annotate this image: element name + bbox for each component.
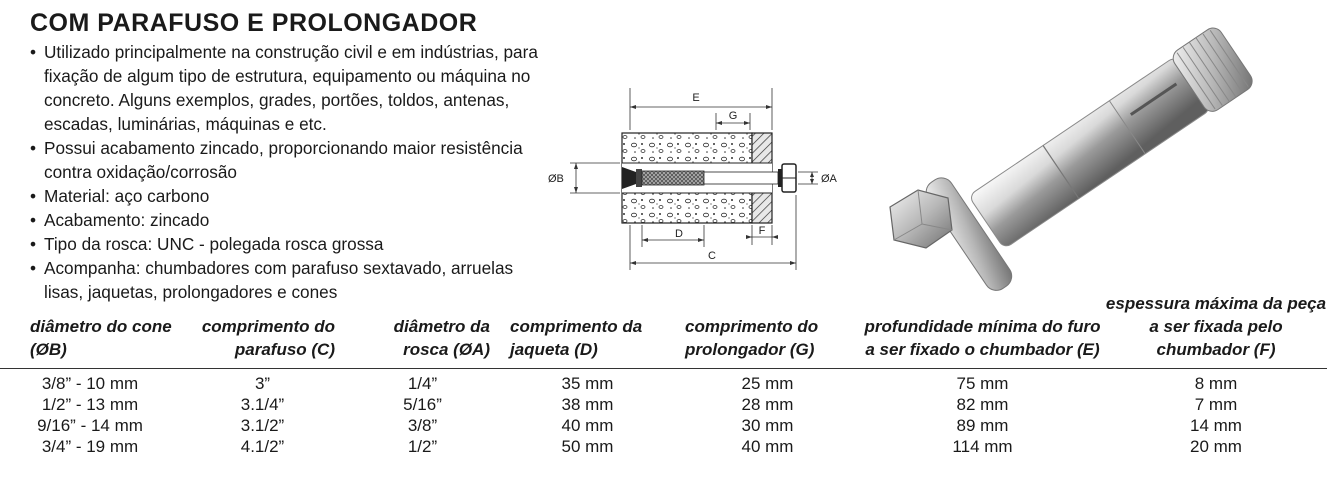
dimension-label-b: ØB (548, 173, 564, 185)
table-cell: 50 mm (561, 437, 614, 456)
table-row (0, 369, 1327, 395)
table-cell: 4.1/2” (240, 437, 285, 456)
table-cell: 1/2” - 13 mm (41, 395, 139, 414)
table-cell: 9/16” - 14 mm (37, 416, 143, 435)
dimension-label-f: F (758, 225, 766, 237)
table-cell: 89 mm (956, 416, 1009, 435)
table-cell: 40 mm (741, 437, 794, 456)
anchor-dimension-diagram (540, 85, 850, 275)
dimension-label-g: G (728, 110, 738, 122)
dimension-label-c: C (708, 250, 716, 262)
table-row (0, 436, 1327, 457)
feature-item: • Material: aço carbono (30, 184, 550, 208)
table-cell: 1/4” (407, 374, 438, 393)
table-cell: 7 mm (1194, 395, 1238, 414)
table-cell: 35 mm (561, 374, 614, 393)
dimension-label-a: ØA (821, 173, 837, 185)
table-cell: 75 mm (956, 374, 1009, 393)
sleeve-shape (642, 171, 704, 185)
table-cell: 114 mm (952, 437, 1013, 456)
table-cell: 40 mm (561, 416, 614, 435)
table-cell: 38 mm (561, 395, 614, 414)
table-cell: 28 mm (741, 395, 794, 414)
table-cell: 8 mm (1194, 374, 1238, 393)
feature-item: • Acompanha: chumbadores com parafuso sextavado, arruelas lisas, jaquetas, prolongadores e cones (30, 256, 550, 304)
table-row (0, 394, 1327, 415)
table-cell: 14 mm (1190, 416, 1242, 435)
column-header: comprimento do parafuso (C) (180, 292, 345, 369)
table-cell: 3/4” - 19 mm (41, 437, 139, 456)
column-header: diâmetro da rosca (ØA) (345, 292, 500, 369)
feature-item: • Tipo da rosca: UNC - polegada rosca grossa (30, 232, 550, 256)
table-cell: 5/16” (403, 395, 442, 414)
feature-list (30, 40, 550, 304)
anchor-bolt-photo (868, 2, 1318, 294)
table-row (0, 415, 1327, 436)
dimension-label-d: D (675, 228, 683, 240)
column-header: diâmetro do cone (ØB) (0, 292, 180, 369)
product-title: COM PARAFUSO E PROLONGADOR (30, 9, 478, 37)
table-cell: 25 mm (741, 374, 794, 393)
table-cell: 3/8” (407, 416, 438, 435)
table-cell: 20 mm (1190, 437, 1242, 456)
table-cell: 3.1/2” (240, 416, 285, 435)
table-cell: 3/8” - 10 mm (41, 374, 139, 393)
bolt-shank (704, 172, 778, 184)
column-header: comprimento do prolongador (G) (675, 292, 860, 369)
column-header: profundidade mínima do furo a ser fixado o chumbador (E) (860, 292, 1105, 369)
feature-item: • Acabamento: zincado (30, 208, 550, 232)
table-cell: 1/2” (407, 437, 438, 456)
table-cell: 3” (254, 374, 271, 393)
dimension-label-e: E (692, 92, 700, 104)
column-header: comprimento da jaqueta (D) (500, 292, 675, 369)
table-cell: 3.1/4” (240, 395, 285, 414)
feature-item: • Utilizado principalmente na construção civil e em indústrias, para fixação de algum tipo de estrutura, equipamento ou máquina no concreto. Alguns exemplos, grades, portões, toldos, antenas, escadas, luminárias, máquinas e etc. (30, 40, 550, 136)
table-header-row (0, 292, 1327, 369)
column-header: espessura máxima da peça a ser fixada pelo chumbador (F) (1105, 292, 1327, 369)
specifications-table (0, 292, 1327, 457)
table-cell: 82 mm (956, 395, 1009, 414)
feature-item: • Possui acabamento zincado, proporcionando maior resistência contra oxidação/corrosão (30, 136, 550, 184)
table-cell: 30 mm (741, 416, 794, 435)
